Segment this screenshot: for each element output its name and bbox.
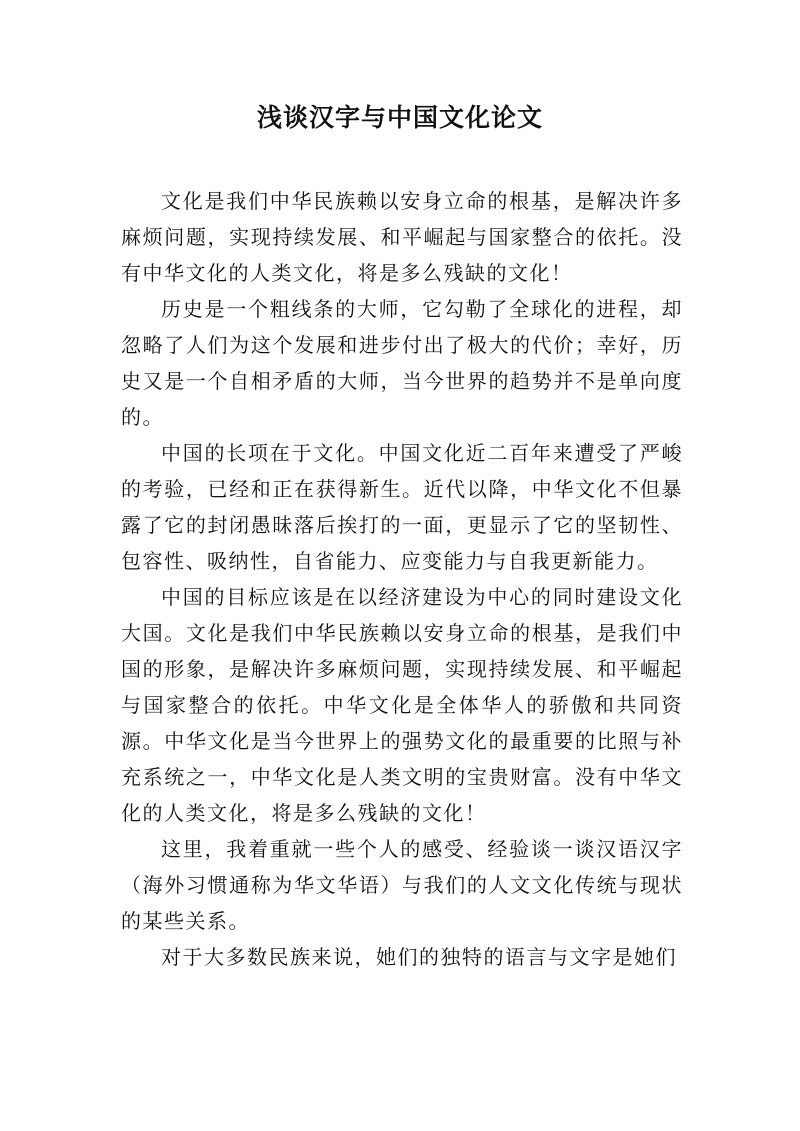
- paragraph-1: 文化是我们中华民族赖以安身立命的根基，是解决许多麻烦问题，实现持续发展、和平崛起与国家整合的依托。没有中华文化的人类文化，将是多么残缺的文化！: [121, 189, 683, 285]
- paragraph-3: 中国的长项在于文化。中国文化近二百年来遭受了严峻的考验，已经和正在获得新生。近代以降，中华文化不但暴露了它的封闭愚昧落后挨打的一面，更显示了它的坚韧性、包容性、吸纳性，自省能力、应变能力与自我更新能力。: [121, 441, 683, 573]
- paragraph-2: 历史是一个粗线条的大师，它勾勒了全球化的进程，却忽略了人们为这个发展和进步付出了极大的代价；幸好，历史又是一个自相矛盾的大师，当今世界的趋势并不是单向度的。: [121, 297, 683, 429]
- paragraph-6: 对于大多数民族来说，她们的独特的语言与文字是她们: [161, 945, 677, 969]
- paragraph-5: 这里，我着重就一些个人的感受、经验谈一谈汉语汉字（海外习惯通称为华文华语）与我们的人文文化传统与现状的某些关系。: [121, 837, 683, 933]
- paragraph-4: 中国的目标应该是在以经济建设为中心的同时建设文化大国。文化是我们中华民族赖以安身立命的根基，是我们中国的形象，是解决许多麻烦问题，实现持续发展、和平崛起与国家整合的依托。中华文化是全体华人的骄傲和共同资源。中华文化是当今世界上的强势文化的最重要的比照与补充系统之一，中华文化是人类文明的宝贵财富。没有中华文化的人类文化，将是多么残缺的文化！: [121, 585, 683, 825]
- document-body: [121, 183, 683, 975]
- document-title: 浅谈汉字与中国文化论文: [256, 103, 543, 132]
